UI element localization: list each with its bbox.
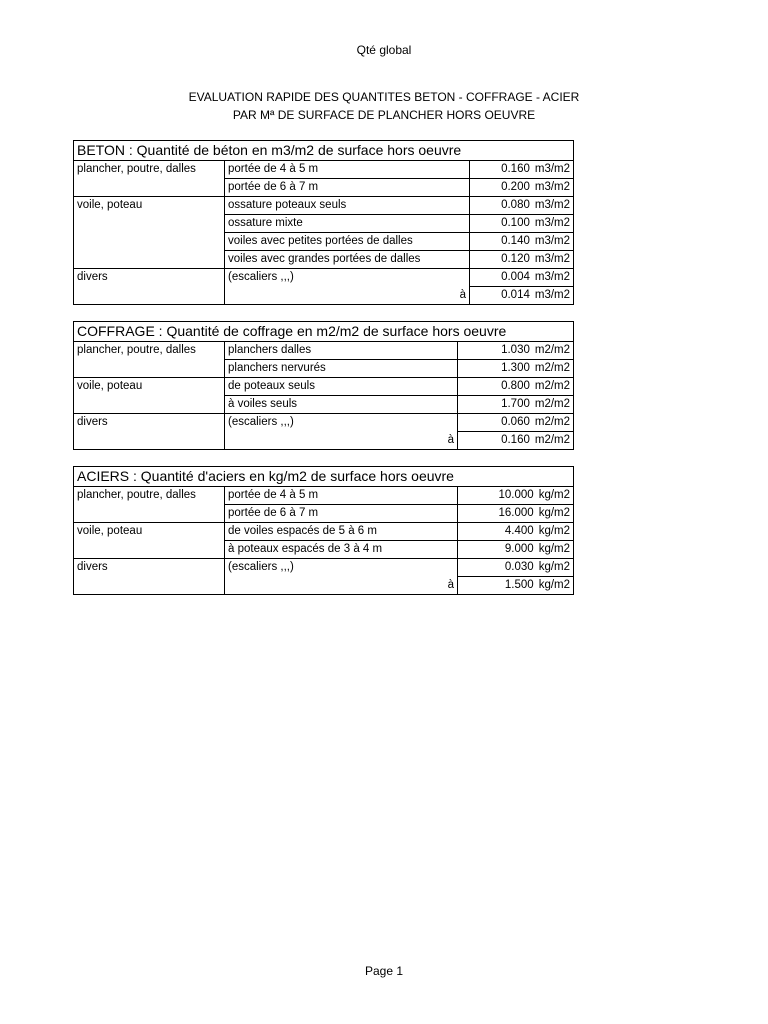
row-value: 0.140 m3/m2 [470,233,574,251]
row-value: 10.000 kg/m2 [458,487,574,505]
row-description: à [225,577,458,595]
row-value: 0.080 m3/m2 [470,197,574,215]
row-value: 0.100 m3/m2 [470,215,574,233]
row-description: planchers dalles [225,342,458,360]
row-value: 1.700 m2/m2 [458,396,574,414]
row-description: portée de 4 à 5 m [225,487,458,505]
title-line-1: EVALUATION RAPIDE DES QUANTITES BETON - COFFRAGE - ACIER [188,90,580,104]
group-label: divers [74,559,225,577]
row-value: 0.004 m3/m2 [470,269,574,287]
page-footer: Page 1 [364,964,404,978]
row-value: 1.300 m2/m2 [458,360,574,378]
table-row [74,360,574,378]
row-description: ossature poteaux seuls [225,197,470,215]
group-label [74,541,225,559]
table-row [74,396,574,414]
beton-table [73,140,574,305]
aciers-heading: ACIERS : Quantité d'aciers en kg/m2 de surface hors oeuvre [74,467,574,487]
row-description: à [225,432,458,450]
table-row [74,161,574,179]
group-label: voile, poteau [74,378,225,396]
group-label [74,505,225,523]
row-description: (escaliers ,,,) [225,559,458,577]
group-label: plancher, poutre, dalles [74,161,225,179]
table-row [74,487,574,505]
group-label [74,251,225,269]
group-label: voile, poteau [74,523,225,541]
table-row [74,269,574,287]
group-label [74,233,225,251]
group-label [74,577,225,595]
row-value: 1.030 m2/m2 [458,342,574,360]
row-value: 0.200 m3/m2 [470,179,574,197]
table-row [74,505,574,523]
table-row [74,577,574,595]
table-row [74,432,574,450]
aciers-table [73,466,574,595]
table-row [74,378,574,396]
row-value: 0.800 m2/m2 [458,378,574,396]
row-description: voiles avec grandes portées de dalles [225,251,470,269]
page-header: Qté global [356,43,412,57]
row-value: 0.060 m2/m2 [458,414,574,432]
row-description: planchers nervurés [225,360,458,378]
title-line-2: PAR Mª DE SURFACE DE PLANCHER HORS OEUVRE [232,108,536,122]
group-label [74,215,225,233]
table-row [74,251,574,269]
group-label: plancher, poutre, dalles [74,487,225,505]
table-row [74,414,574,432]
row-value: 16.000 kg/m2 [458,505,574,523]
row-description: ossature mixte [225,215,470,233]
row-value: 0.160 m3/m2 [470,161,574,179]
table-row [74,523,574,541]
row-description: portée de 6 à 7 m [225,505,458,523]
row-value: 0.160 m2/m2 [458,432,574,450]
row-description: (escaliers ,,,) [225,414,458,432]
table-row [74,215,574,233]
row-description: portée de 4 à 5 m [225,161,470,179]
table-row [74,197,574,215]
row-value: 9.000 kg/m2 [458,541,574,559]
group-label [74,179,225,197]
group-label [74,432,225,450]
table-row [74,342,574,360]
group-label: divers [74,414,225,432]
row-description: (escaliers ,,,) [225,269,470,287]
table-row [74,233,574,251]
document-title [0,88,768,124]
beton-heading: BETON : Quantité de béton en m3/m2 de surface hors oeuvre [74,141,574,161]
row-value: 0.030 kg/m2 [458,559,574,577]
table-row [74,179,574,197]
group-label [74,396,225,414]
row-description: à voiles seuls [225,396,458,414]
row-description: voiles avec petites portées de dalles [225,233,470,251]
row-value: 4.400 kg/m2 [458,523,574,541]
table-row [74,559,574,577]
table-row [74,541,574,559]
row-description: portée de 6 à 7 m [225,179,470,197]
row-description: à poteaux espacés de 3 à 4 m [225,541,458,559]
group-label: divers [74,269,225,287]
row-value: 0.120 m3/m2 [470,251,574,269]
table-row [74,287,574,305]
group-label [74,287,225,305]
group-label: plancher, poutre, dalles [74,342,225,360]
group-label [74,360,225,378]
coffrage-table [73,321,574,450]
row-value: 0.014 m3/m2 [470,287,574,305]
row-description: à [225,287,470,305]
row-description: de voiles espacés de 5 à 6 m [225,523,458,541]
row-description: de poteaux seuls [225,378,458,396]
group-label: voile, poteau [74,197,225,215]
coffrage-heading: COFFRAGE : Quantité de coffrage en m2/m2 de surface hors oeuvre [74,322,574,342]
row-value: 1.500 kg/m2 [458,577,574,595]
